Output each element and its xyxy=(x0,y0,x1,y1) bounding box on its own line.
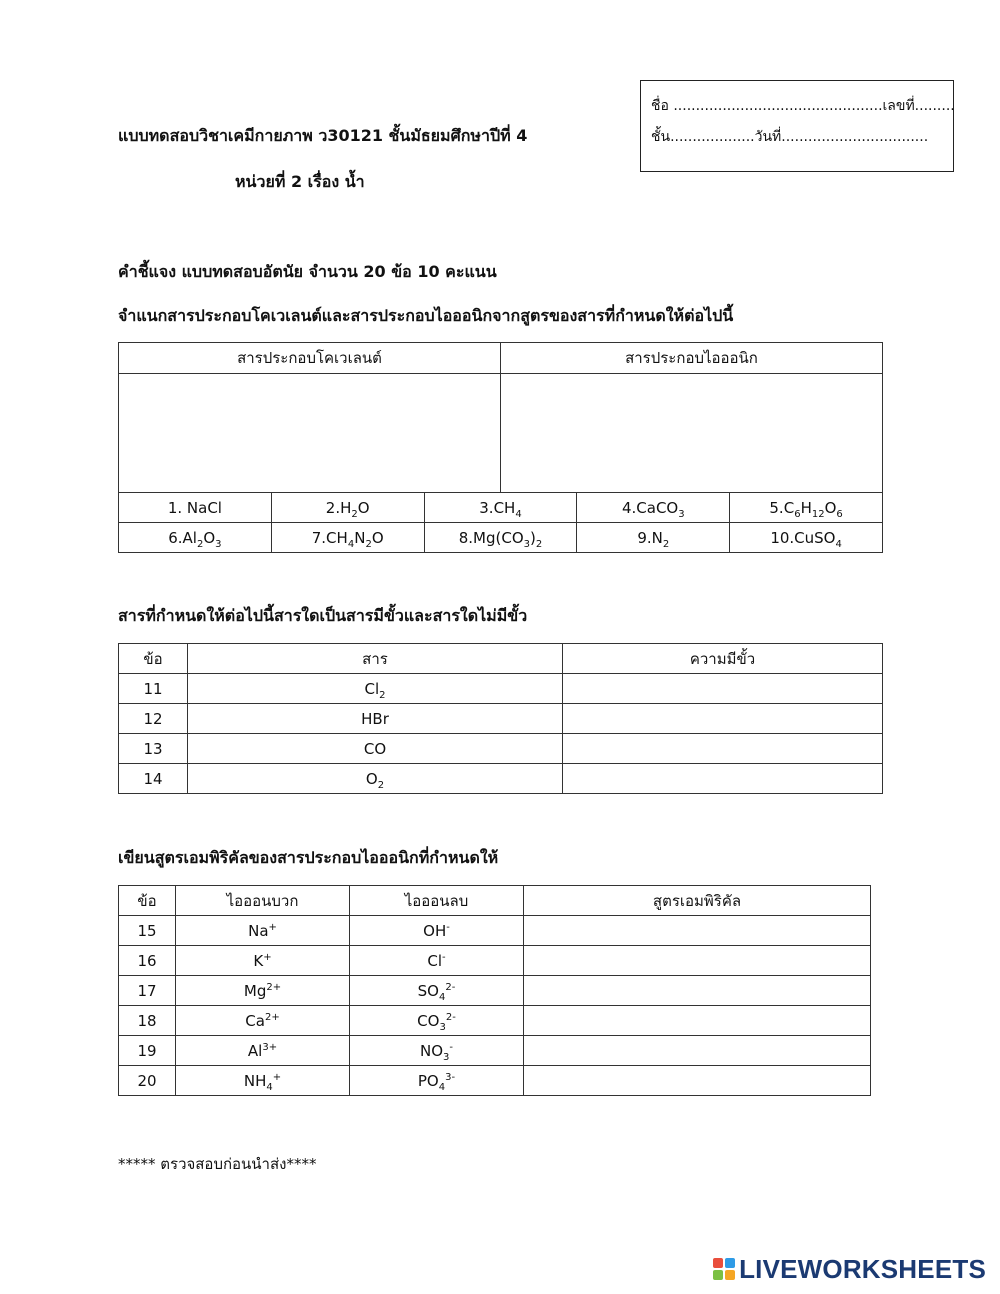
row-number: 11 xyxy=(119,674,188,704)
header-cation: ไอออนบวก xyxy=(176,886,350,916)
cation-cell: $Al^{3+}$ xyxy=(176,1036,350,1066)
row-number: 13 xyxy=(119,734,188,764)
formula-item[interactable]: $3.CH_4$ xyxy=(424,493,577,523)
formula-list xyxy=(118,492,883,553)
table-row xyxy=(119,1006,871,1036)
row-number: 14 xyxy=(119,764,188,794)
polarity-answer[interactable] xyxy=(563,674,883,704)
section3-title: เขียนสูตรเอมพิริคัลของสารประกอบไอออนิกที่กำหนดให้ xyxy=(118,848,499,867)
class-date-line[interactable]: ชั้น...................วันที่................................. xyxy=(651,129,929,145)
empirical-answer[interactable] xyxy=(524,1036,871,1066)
table-row xyxy=(119,764,883,794)
header-anion: ไอออนลบ xyxy=(350,886,524,916)
logo-icon xyxy=(713,1258,735,1280)
name-box xyxy=(640,80,954,172)
formula-item[interactable]: 10.CuSO$_4$ xyxy=(730,523,883,553)
section2-title: สารที่กำหนดให้ต่อไปนี้สารใดเป็นสารมีขั้วและสารใดไม่มีขั้ว xyxy=(118,606,528,625)
empirical-answer[interactable] xyxy=(524,976,871,1006)
table-row xyxy=(119,734,883,764)
cation-cell: $NH_4^+$ xyxy=(176,1066,350,1096)
classification-header xyxy=(118,342,883,493)
covalent-header: สารประกอบโคเวเลนต์ xyxy=(119,343,501,374)
empirical-answer[interactable] xyxy=(524,1066,871,1096)
anion-cell: $SO_4^{2-}$ xyxy=(350,976,524,1006)
row-number: 20 xyxy=(119,1066,176,1096)
formula-item[interactable]: $5.C_6H_{12}O_6$ xyxy=(730,493,883,523)
liveworksheets-logo xyxy=(713,1252,986,1286)
exam-title: แบบทดสอบวิชาเคมีกายภาพ ว30121 ชั้นมัธยมศึกษาปีที่ 4 xyxy=(118,126,528,145)
polarity-answer[interactable] xyxy=(563,764,883,794)
table-row xyxy=(119,674,883,704)
header-no: ข้อ xyxy=(119,886,176,916)
ionic-header: สารประกอบไอออนิก xyxy=(501,343,883,374)
anion-cell: Cl- xyxy=(350,946,524,976)
header-no: ข้อ xyxy=(119,644,188,674)
formula-item[interactable]: $9.N_2$ xyxy=(577,523,730,553)
polarity-table xyxy=(118,643,883,794)
table-row xyxy=(119,704,883,734)
substance-cell: $O_2$ xyxy=(188,764,563,794)
formula-item[interactable]: $2.H_2O$ xyxy=(271,493,424,523)
row-number: 17 xyxy=(119,976,176,1006)
anion-cell: $PO_4^{3-}$ xyxy=(350,1066,524,1096)
polarity-answer[interactable] xyxy=(563,734,883,764)
anion-cell: $NO_3^-$ xyxy=(350,1036,524,1066)
table-row xyxy=(119,976,871,1006)
header-substance: สาร xyxy=(188,644,563,674)
table-row xyxy=(119,916,871,946)
section1-title: จำแนกสารประกอบโคเวเลนต์และสารประกอบไอออนิกจากสูตรของสารที่กำหนดให้ต่อไปนี้ xyxy=(118,306,734,325)
table-row xyxy=(119,1036,871,1066)
logo-text: LIVEWORKSHEETS xyxy=(739,1253,986,1284)
ionic-answer-area[interactable] xyxy=(501,374,883,493)
name-line[interactable]: ชื่อ ...............................................เลขที่......... xyxy=(651,98,955,114)
formula-item[interactable]: 1. NaCl xyxy=(119,493,272,523)
empirical-answer[interactable] xyxy=(524,1006,871,1036)
table-row xyxy=(119,946,871,976)
unit-title: หน่วยที่ 2 เรื่อง น้ำ xyxy=(235,172,365,191)
cation-cell: Na+ xyxy=(176,916,350,946)
header-empirical: สูตรเอมพิริคัล xyxy=(524,886,871,916)
polarity-answer[interactable] xyxy=(563,704,883,734)
cation-cell: K+ xyxy=(176,946,350,976)
anion-cell: OH- xyxy=(350,916,524,946)
covalent-answer-area[interactable] xyxy=(119,374,501,493)
formula-item[interactable]: $8.Mg(CO_3)_2$ xyxy=(424,523,577,553)
substance-cell: HBr xyxy=(188,704,563,734)
table-row xyxy=(119,1066,871,1096)
formula-item[interactable]: $6.Al_2O_3$ xyxy=(119,523,272,553)
formula-item[interactable]: 4.CaCO$_3$ xyxy=(577,493,730,523)
row-number: 15 xyxy=(119,916,176,946)
cation-cell: $Mg^{2+}$ xyxy=(176,976,350,1006)
row-number: 16 xyxy=(119,946,176,976)
header-polarity: ความมีขั้ว xyxy=(563,644,883,674)
anion-cell: $CO_3^{2-}$ xyxy=(350,1006,524,1036)
empirical-answer[interactable] xyxy=(524,916,871,946)
cation-cell: $Ca^{2+}$ xyxy=(176,1006,350,1036)
instructions: คำชี้แจง แบบทดสอบอัตนัย จำนวน 20 ข้อ 10 คะแนน xyxy=(118,262,497,281)
row-number: 19 xyxy=(119,1036,176,1066)
row-number: 12 xyxy=(119,704,188,734)
substance-cell: $Cl_2$ xyxy=(188,674,563,704)
formula-item[interactable]: $7.CH_4N_2O$ xyxy=(271,523,424,553)
empirical-table xyxy=(118,885,871,1096)
substance-cell: CO xyxy=(188,734,563,764)
empirical-answer[interactable] xyxy=(524,946,871,976)
footer-note: ***** ตรวจสอบก่อนนำส่ง**** xyxy=(118,1155,317,1173)
row-number: 18 xyxy=(119,1006,176,1036)
